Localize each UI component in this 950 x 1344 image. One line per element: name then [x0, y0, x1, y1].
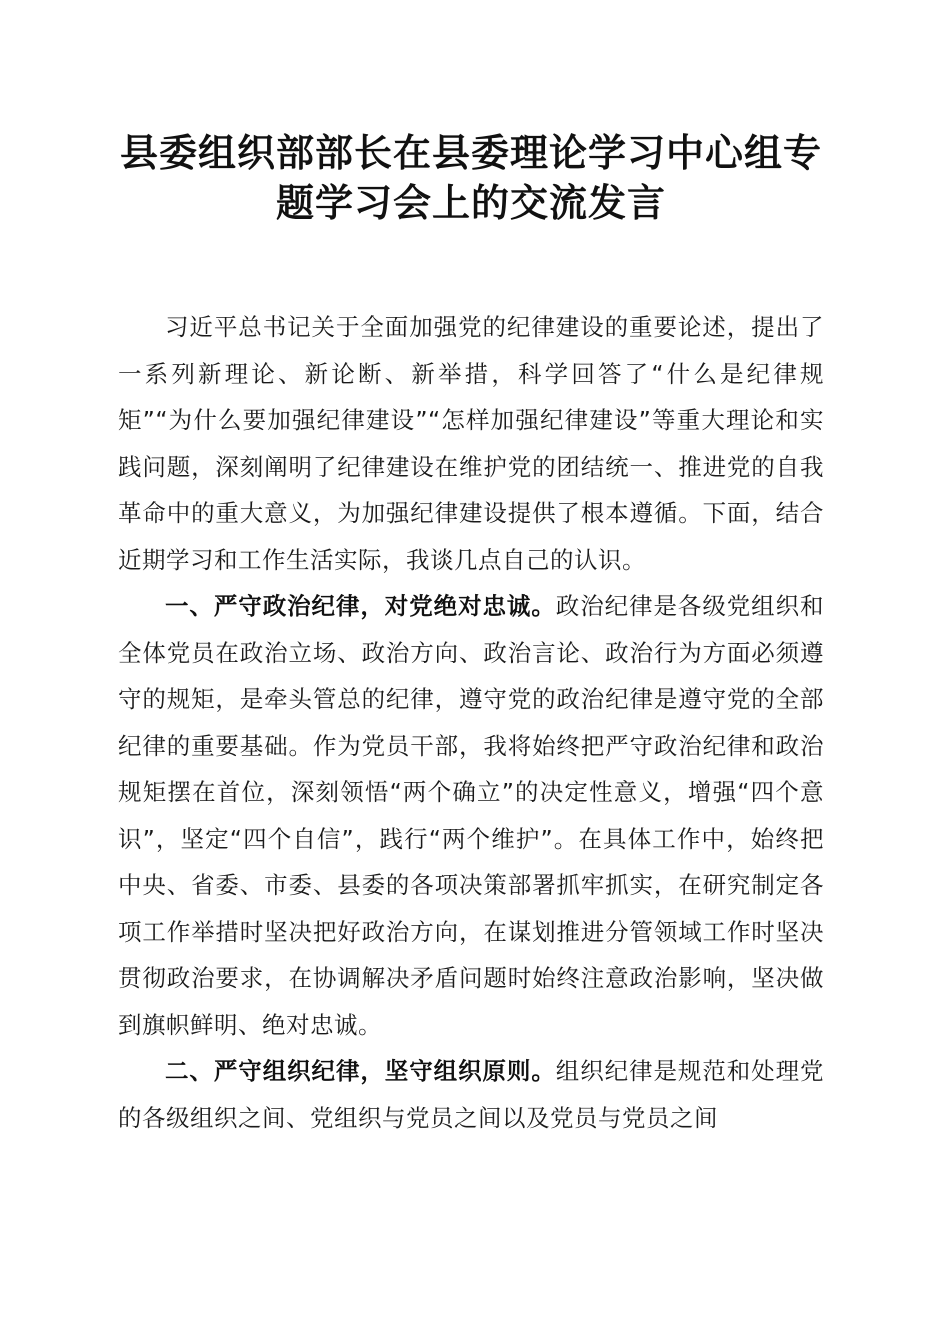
document-body	[118, 304, 824, 1141]
document-title: 县委组织部部长在县委理论学习中心组专题学习会上的交流发言	[119, 130, 822, 225]
paragraph-intro	[118, 304, 824, 583]
paragraph-text: 习近平总书记关于全面加强党的纪律建设的重要论述，提出了一系列新理论、新论断、新举措，科学回答了“什么是纪律规矩”“为什么要加强纪律建设”“怎样加强纪律建设”等重大理论和实践问题，深刻阐明了纪律建设在维护党的团结统一、推进党的自我革命中的重大意义，为加强纪律建设提供了根本遵循。下面，结合近期学习和工作生活实际，我谈几点自己的认识。	[118, 313, 824, 574]
paragraph-text: 政治纪律是各级党组织和全体党员在政治立场、政治方向、政治言论、政治行为方面必须遵守的规矩，是牵头管总的纪律，遵守党的政治纪律是遵守党的全部纪律的重要基础。作为党员干部，我将始终把严守政治纪律和政治规矩摆在首位，深刻领悟“两个确立”的决定性意义，增强“四个意识”，坚定“四个自信”，践行“两个维护”。在具体工作中，始终把中央、省委、市委、县委的各项决策部署抓牢抓实，在研究制定各项工作举措时坚决把好政治方向，在谋划推进分管领域工作时坚决贯彻政治要求，在协调解决矛盾问题时始终注意政治影响，坚决做到旗帜鲜明、绝对忠诚。	[118, 592, 825, 1039]
section-heading: 一、严守政治纪律，对党绝对忠诚。	[165, 592, 556, 620]
paragraph-text: 组织纪律是规范和处理党的各级组织之间、党组织与党员之间以及党员与党员之间	[118, 1057, 825, 1132]
paragraph-section-1	[118, 583, 824, 1048]
paragraph-section-2	[118, 1048, 824, 1141]
section-heading: 二、严守组织纪律，坚守组织原则。	[165, 1057, 556, 1085]
document-page	[118, 128, 824, 1141]
